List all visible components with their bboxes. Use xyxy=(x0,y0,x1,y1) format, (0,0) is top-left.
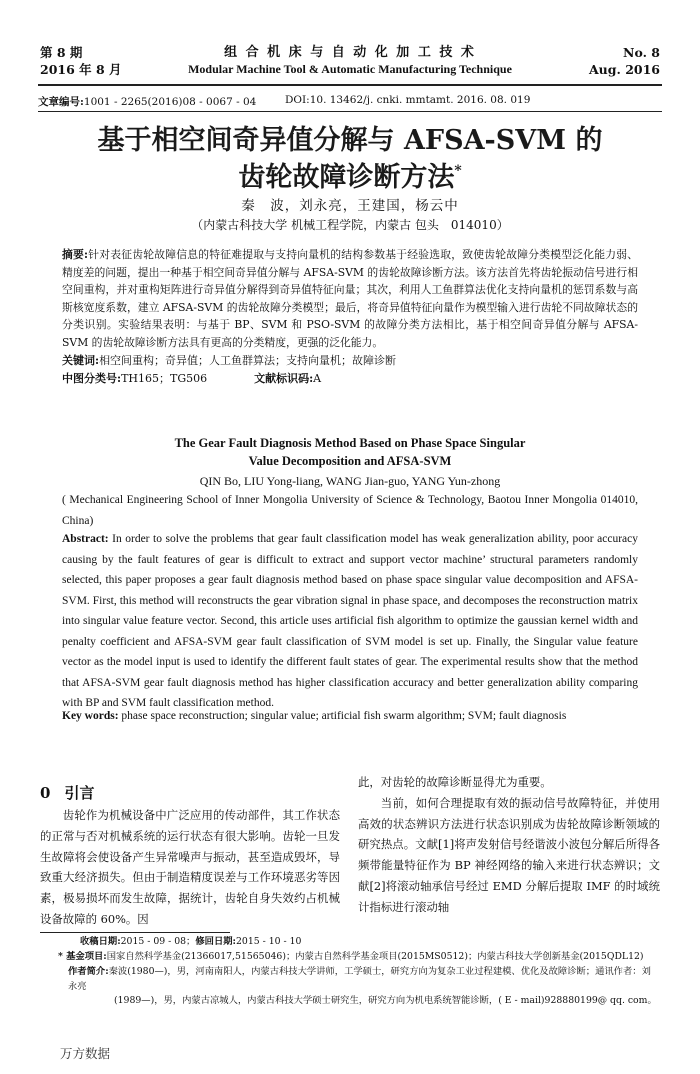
received-label: 收稿日期: xyxy=(80,936,121,947)
paper-title xyxy=(38,122,662,196)
revised-label: 修回日期: xyxy=(195,936,236,947)
keywords-cn-text: 相空间重构；奇异值；人工鱼群算法；支持向量机；故障诊断 xyxy=(99,354,397,367)
intro-left-column: 齿轮作为机械设备中广泛应用的传动部件，其工作状态的正常与否对机械系统的运行状态有很大影响。齿轮一旦发生故障将会使设备产生异常噪声与振动，甚至造成毁坏，导致重大经济损失。但由于制造精度误差与工作环境恶劣等因素，极易损坏而发生故障，据统计，齿轮自身失效约占机械设备故障的 60%。因 xyxy=(40,808,340,926)
section-heading xyxy=(40,782,94,803)
title-line-2: 齿轮故障诊断方法* xyxy=(238,162,462,193)
english-abstract-label: Abstract: xyxy=(62,533,109,545)
author-bio-1: 秦波(1980—)，男，河南南阳人，内蒙古科技大学讲师，工学硕士，研究方向为复杂工业过程建模、优化及故障诊断；通讯作者：刘永亮 xyxy=(68,966,651,992)
header-rule xyxy=(38,84,662,86)
date-cn: 2016 年 8 月 xyxy=(40,62,122,77)
journal-cn: 组 合 机 床 与 自 动 化 加 工 技 术 xyxy=(224,45,476,60)
english-abstract-text: In order to solve the problems that gear fault classification model has weak generalization ability, poor accuracy causing by the fault features of gear is difficult to extract and support vector machine’ structural parameters randomly selected, this paper proposes a gear fault diagnosis method based on phase space singular value decomposition and AFSA-SVM. First, this method will reconstructs the gear vibration signal in phase space, and decomposes the reconstruction matrix into singular value feature vector. Second, this article uses artificial fish algorithm to optimize the gaussian kernel width and penalty coefficient and AFSA-SVM gear fault classification of SVM model is set up. Finally, the Singular value feature vector as the model input is used to identify the different fault states of gear. The experimental results show that the method that AFSA-SVM gear fault diagnosis method has higher classification accuracy and better generalization ability comparing with BP and SVM fault classification method. xyxy=(62,533,638,709)
doc-code-label: 文献标识码: xyxy=(254,372,314,385)
english-title-line-2: Value Decomposition and AFSA-SVM xyxy=(248,454,452,468)
intro-right-column xyxy=(358,772,660,918)
abstract-cn xyxy=(62,246,638,352)
received-date: 2015 - 09 - 08； xyxy=(120,936,196,947)
watermark: 万方数据 xyxy=(60,1046,111,1061)
footnote-dates xyxy=(80,935,301,950)
doc-code-value: A xyxy=(313,372,322,385)
english-keywords xyxy=(62,706,638,727)
abstract-cn-label: 摘要: xyxy=(62,248,88,261)
english-title-line-1: The Gear Fault Diagnosis Method Based on Phase Space Singular xyxy=(174,436,526,450)
clc-label: 中图分类号: xyxy=(62,372,122,385)
issue-cn: 第 8 期 xyxy=(40,45,83,60)
footnote-author xyxy=(68,965,660,1009)
keywords-cn xyxy=(62,352,638,369)
issue-en: No. 8 xyxy=(623,45,660,60)
author-bio-2: (1989—)，男，内蒙古凉城人，内蒙古科技大学硕士研究生，研究方向为机电系统智能诊断，( E - mail)928880199@ qq. com。 xyxy=(114,995,657,1006)
header-right xyxy=(589,44,660,78)
fund-label: * 基金项目: xyxy=(58,951,107,962)
english-title xyxy=(38,434,662,470)
author-label: 作者简介: xyxy=(68,966,109,977)
authors-cn: 秦 波，刘永亮，王建国，杨云中 xyxy=(241,198,459,214)
meta-rule xyxy=(38,111,662,112)
english-abstract xyxy=(62,529,638,714)
english-affiliation: ( Mechanical Engineering School of Inner Mongolia University of Science & Technology, Baotou Inner Mongolia 014010, China) xyxy=(62,494,638,527)
revised-date: 2015 - 10 - 10 xyxy=(235,936,302,947)
keywords-cn-label: 关键词: xyxy=(62,354,100,367)
intro-right-p2: 当前，如何合理提取有效的振动信号故障特征，并使用高效的状态辨识方法进行状态识别成为齿轮故障诊断领域的研究热点。文献[1]将声发射信号经谐波小波包分解后所得各频带能量特征作为 BP 神经网络的输入来进行状态辨识；文献[2]将滚动轴承信号经过 EMD 分解后提取 IMF 的时域统计指标进行滚动轴 xyxy=(358,795,660,914)
affiliation-cn: （内蒙古科技大学 机械工程学院，内蒙古 包头 014010） xyxy=(191,218,509,232)
article-no-label: 文章编号: xyxy=(38,96,84,108)
footnote-fund xyxy=(58,950,644,965)
date-en: Aug. 2016 xyxy=(588,62,660,77)
title-footnote-mark: * xyxy=(454,163,462,179)
journal-name xyxy=(150,44,550,78)
section-title: 引言 xyxy=(64,784,95,802)
intro-right-p1: 此，对齿轮的故障诊断显得尤为重要。 xyxy=(358,775,552,789)
journal-en: Modular Machine Tool & Automatic Manufacturing Technique xyxy=(188,62,512,76)
footnote-rule xyxy=(40,932,230,933)
fund-text: 国家自然科学基金(21366017,51565046)；内蒙古自然科学基金项目(2015MS0512)；内蒙古科技大学创新基金(2015QDL12) xyxy=(106,951,644,962)
header-left xyxy=(40,44,122,78)
english-keywords-label: Key words: xyxy=(62,710,119,722)
classification xyxy=(62,370,638,387)
section-number: 0 xyxy=(40,784,51,802)
article-no: 1001 - 2265(2016)08 - 0067 - 04 xyxy=(83,96,257,108)
title-line-1: 基于相空间奇异值分解与 AFSA-SVM 的 xyxy=(97,125,603,156)
english-keywords-text: phase space reconstruction; singular value; artificial fish swarm algorithm; SVM; fault diagnosis xyxy=(121,710,567,722)
doi: DOI:10. 13462/j. cnki. mmtamt. 2016. 08. 019 xyxy=(285,94,531,106)
english-authors: QIN Bo, LIU Yong-liang, WANG Jian-guo, YANG Yun-zhong xyxy=(199,474,501,488)
clc-value: TH165；TG506 xyxy=(121,372,208,385)
article-number xyxy=(38,94,256,109)
abstract-cn-text: 针对表征齿轮故障信息的特征难提取与支持向量机的结构参数基于经验选取，致使齿轮故障分类模型泛化能力弱、精度差的问题，提出一种基于相空间奇异值分解与 AFSA-SVM 的齿轮故障诊断方法。该方法首先将齿轮振动信号进行相空间重构，并对重构矩阵进行奇异值分解得到奇异值特征向量；其次，利用人工鱼群算法优化支持向量机的惩罚系数与高斯核宽度系数，建立 AFSA-SVM 的齿轮故障分类模型；最后，将奇异值特征向量作为模型输入进行齿轮不同故障状态的分类识别。实验结果表明：与基于 BP、SVM 和 PSO-SVM 的故障分类方法相比，基于相空间奇异值分解与 AFSA-SVM 的齿轮故障诊断方法具有更高的分类精度，更强的泛化能力。 xyxy=(62,248,638,349)
